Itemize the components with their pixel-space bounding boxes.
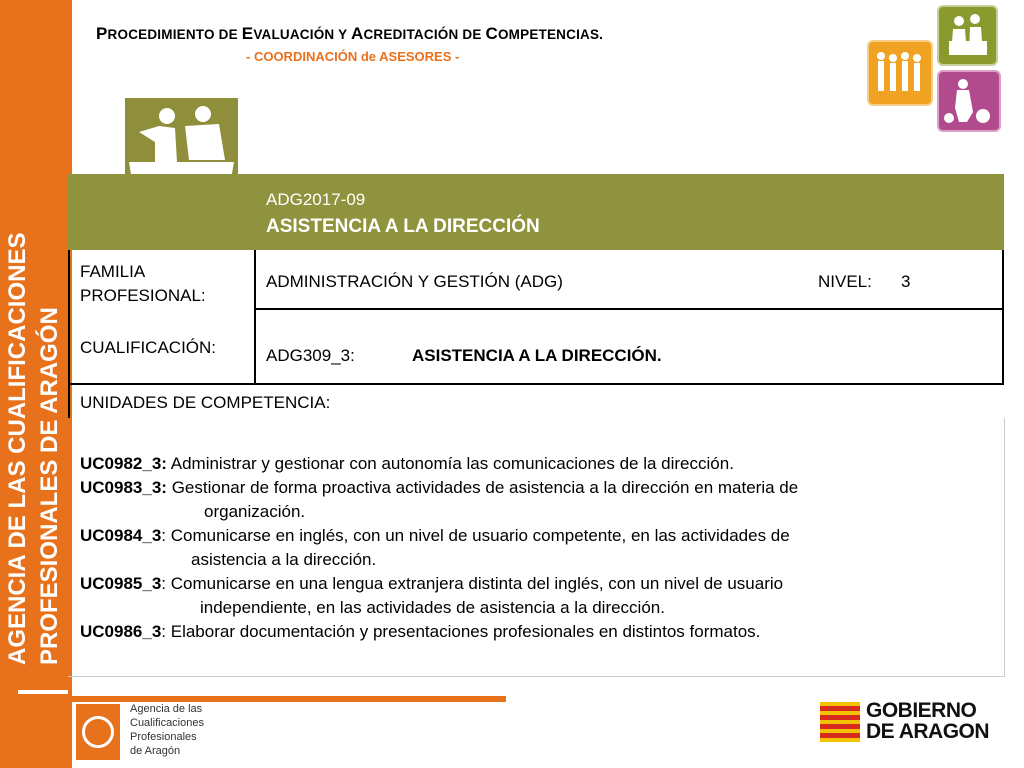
agency-logo-line: Profesionales <box>130 731 197 743</box>
row-divider-1 <box>254 308 1004 310</box>
unidades-label: UNIDADES DE COMPETENCIA: <box>80 393 331 412</box>
list-item <box>80 524 994 572</box>
unit-text-cont: asistencia a la dirección. <box>191 550 377 569</box>
unit-text: : Elaborar documentación y presentaciones profesionales en distintos formatos. <box>161 622 761 641</box>
list-item <box>80 476 994 524</box>
gobierno-aragon-logo <box>820 700 1000 748</box>
row-divider-2 <box>68 383 1004 385</box>
title-cap-p: P <box>96 24 108 43</box>
title-part-1: ROCEDIMIENTO DE <box>107 27 242 42</box>
title-cap-a: A <box>350 24 364 43</box>
agency-vertical-title <box>2 195 72 665</box>
agency-logo-line: Agencia de las <box>130 703 203 715</box>
unit-code: UC0983_3: <box>80 478 167 497</box>
agency-logo <box>76 700 226 764</box>
gobierno-text <box>866 700 989 742</box>
qualification-name: ASISTENCIA A LA DIRECCIÓN <box>266 216 540 237</box>
cualificacion-label: CUALIFICACIÓN: <box>80 338 217 357</box>
unit-code: UC0986_3 <box>80 622 162 641</box>
side-divider <box>18 690 68 694</box>
table-right-border <box>1002 250 1004 384</box>
unit-text: Gestionar de forma proactiva actividades de asistencia a la dirección en materia de <box>171 478 799 497</box>
unit-code: UC0985_3 <box>80 574 162 593</box>
title-part-2: VALUACIÓN Y <box>253 27 351 42</box>
title-cap-c: C <box>485 24 498 43</box>
gobierno-line2: DE ARAGON <box>866 720 990 743</box>
cualificacion-code: ADG309_3: <box>266 346 355 365</box>
agency-logo-text <box>130 702 204 758</box>
unit-code: UC0982_3: <box>80 454 167 473</box>
worker-magenta-icon <box>937 70 1001 132</box>
familia-value: ADMINISTRACIÓN Y GESTIÓN (ADG) <box>266 272 563 291</box>
unit-text-cont: independiente, en las actividades de asistencia a la dirección. <box>200 598 665 617</box>
agency-title-line2: PROFESIONALES DE ARAGÓN <box>36 307 63 665</box>
list-item <box>80 452 994 476</box>
agency-logo-mark <box>76 704 120 760</box>
page-title <box>96 24 603 44</box>
qualification-header-band <box>68 174 1004 250</box>
title-cap-e: E <box>241 24 254 43</box>
familia-label: FAMILIA PROFESIONAL: <box>80 262 206 305</box>
list-item <box>80 620 994 644</box>
qualification-code: ADG2017-09 <box>266 190 366 209</box>
list-item <box>80 572 994 620</box>
nivel-value: 3 <box>901 272 911 291</box>
unit-code: UC0984_3 <box>80 526 162 545</box>
table-col-divider <box>254 250 256 384</box>
agency-logo-line: de Aragón <box>130 745 181 757</box>
cualificacion-name: ASISTENCIA A LA DIRECCIÓN. <box>412 346 662 365</box>
units-list <box>80 452 994 644</box>
table-left-border <box>68 250 70 418</box>
nivel-label: NIVEL: <box>818 272 872 291</box>
group-orange-icon <box>867 40 933 106</box>
unit-text: Administrar y gestionar con autonomía las comunicaciones de la dirección. <box>170 454 734 473</box>
unit-text: : Comunicarse en una lengua extranjera distinta del inglés, con un nivel de usuario <box>161 574 784 593</box>
title-part-4: OMPETENCIAS. <box>497 27 604 42</box>
aragon-flag-icon <box>820 702 860 742</box>
agency-title-line1: AGENCIA DE LAS CUALIFICACIONES <box>4 232 31 665</box>
workers-green-icon <box>937 5 998 66</box>
title-part-3: CREDITACIÓN DE <box>363 27 486 42</box>
agency-logo-line: Cualificaciones <box>130 717 204 729</box>
unit-text-cont: organización. <box>204 502 306 521</box>
gobierno-line1: GOBIERNO <box>866 699 977 722</box>
page-subtitle: - COORDINACIÓN de ASESORES - <box>246 49 460 64</box>
unit-text: : Comunicarse en inglés, con un nivel de usuario competente, en las actividades de <box>161 526 790 545</box>
